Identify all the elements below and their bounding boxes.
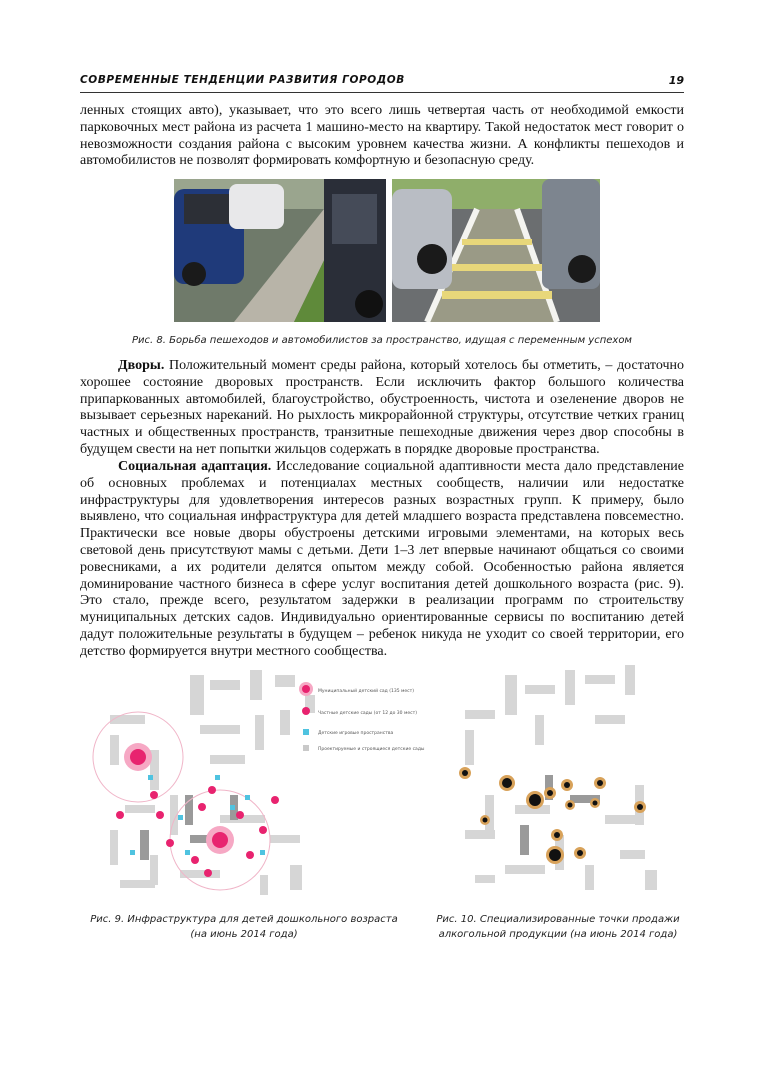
running-title: СОВРЕМЕННЫЕ ТЕНДЕНЦИИ РАЗВИТИЯ ГОРОДОВ — [80, 74, 405, 86]
figure-9-caption-line1: Рис. 9. Инфраструктура для детей дошкольного возраста — [90, 914, 398, 925]
figure-10-caption-line2: алкогольной продукции (на июнь 2014 года) — [438, 929, 678, 940]
photo-cars-on-sidewalk — [174, 179, 386, 322]
paragraph-parking: ленных стоящих авто), указывает, что это всего лишь четвертая часть от необходимой емкости парковочных мест района из расчета 1 машино-место на квартиру. Такой недостаток мест говорит о невозможности создания района с высоким уровнем качества жизни. А конфликты пешеходов и автомобилистов не позволят формировать комфортную и безопасную среду. — [80, 103, 684, 169]
legend-playground: Детские игровые пространства — [318, 731, 394, 736]
figure-10-caption — [430, 912, 686, 942]
legend-private: Частные детские сады (от 12 до 30 мест) — [318, 711, 417, 716]
figure-10-caption-line1: Рис. 10. Специализированные точки продажи — [436, 914, 680, 925]
yards-heading: Дворы. — [118, 358, 165, 373]
figure-8-caption: Рис. 8. Борьба пешеходов и автомобилистов за пространство, идущая с переменным успехом — [132, 335, 632, 346]
paragraph-social-adaptation — [80, 459, 684, 661]
figure-9-map — [90, 655, 430, 900]
page-header — [80, 72, 684, 93]
figure-9-caption — [78, 912, 410, 942]
social-text: Исследование социальной адаптивности места дало представление об основных проблемах и потенциалах местных сообществ, наличии или недостатке инфраструктуры для удовлетворения интересов разных возрастных групп. К примеру, было выявлено, что социальная инфраструктура для детей младшего возраста представлена повсеместно. Практически все новые дворы обустроены детскими игровыми элементами, на которых весь световой день присутствуют мамы с детьми. Дети 1–3 лет впервые начинают общаться со своими ровесниками, а их родители делятся опытом между собой. Особенностью района является доминирование частного бизнеса в сфере услуг воспитания детей дошкольного возраста (рис. 9). Это стало, прежде всего, результатом задержки в реализации программ по строительству муниципальных детских садов. Индивидуально ориентированные сервисы по воспитанию детей дадут положительные результаты в будущем – ребенок никуда не уходит со своей территории, его детство формируется внутри местного сообщества. — [80, 459, 685, 659]
figure-10-map — [445, 655, 670, 900]
photo-pedestrian-crossing — [392, 179, 600, 322]
yards-text: Положительный момент среды района, который хотелось бы отметить, – достаточно хорошее состояние дворовых пространств. Если исключить фактор большого количества припаркованных автомобилей, благоустройство, обустроенность, чистота и озеленение дворов не вызывает серьезных нареканий. Но рыхлость микрорайонной структуры, отсутствие четких границ частных и общественных пространств, транзитные пешеходные движения через двор способны в будущем свести на нет попытки жильцов содержать в порядке дворовые пространства. — [80, 358, 684, 457]
legend-municipal: Муниципальный детский сад (135 мест) — [318, 689, 415, 694]
page-number: 19 — [668, 74, 684, 87]
figure-9-caption-line2: (на июнь 2014 года) — [190, 929, 298, 940]
social-heading: Социальная адаптация. — [118, 459, 272, 474]
paragraph-yards — [80, 358, 684, 459]
legend-projected: Проектируемые и строящиеся детские сады — [318, 747, 425, 752]
